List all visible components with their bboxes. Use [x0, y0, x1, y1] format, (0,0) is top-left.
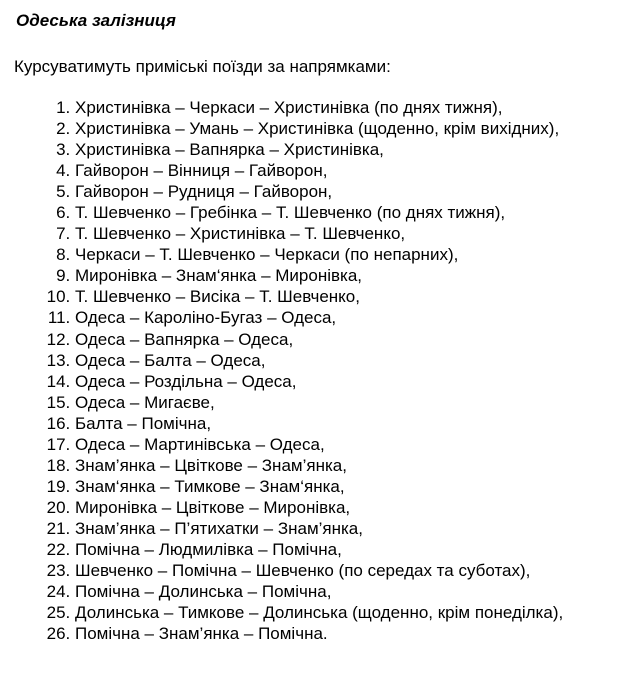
route-item: 6. Т. Шевченко – Гребінка – Т. Шевченко (по днях тижня),	[75, 202, 640, 223]
intro-paragraph: Курсуватимуть приміські поїзди за напрямками:	[14, 57, 391, 76]
route-item: 20. Миронівка – Цвіткове – Миронівка,	[75, 497, 640, 518]
route-item: 26. Помічна – Знам’янка – Помічна.	[75, 623, 640, 644]
route-item: 10. Т. Шевченко – Висіка – Т. Шевченко,	[75, 286, 640, 307]
route-item: 2. Христинівка – Умань – Христинівка (щоденно, крім вихідних),	[75, 118, 640, 139]
route-item: 4. Гайворон – Вінниця – Гайворон,	[75, 160, 640, 181]
route-item: 15. Одеса – Мигаєве,	[75, 392, 640, 413]
route-item: 13. Одеса – Балта – Одеса,	[75, 350, 640, 371]
route-item: 3. Христинівка – Вапнярка – Христинівка,	[75, 139, 640, 160]
route-item: 1. Христинівка – Черкаси – Христинівка (по днях тижня),	[75, 97, 640, 118]
document-page	[0, 10, 640, 673]
route-item: 11. Одеса – Кароліно-Бугаз – Одеса,	[75, 307, 640, 328]
route-item: 9. Миронівка – Знам‘янка – Миронівка,	[75, 265, 640, 286]
route-item: 7. Т. Шевченко – Христинівка – Т. Шевченко,	[75, 223, 640, 244]
route-item: 8. Черкаси – Т. Шевченко – Черкаси (по непарних),	[75, 244, 640, 265]
route-item: 25. Долинська – Тимкове – Долинська (щоденно, крім понеділка),	[75, 602, 640, 623]
routes-list	[0, 97, 640, 644]
route-item: 21. Знам’янка – П’ятихатки – Знам’янка,	[75, 518, 640, 539]
route-item: 14. Одеса – Роздільна – Одеса,	[75, 371, 640, 392]
route-item: 24. Помічна – Долинська – Помічна,	[75, 581, 640, 602]
route-item: 17. Одеса – Мартинівська – Одеса,	[75, 434, 640, 455]
route-item: 12. Одеса – Вапнярка – Одеса,	[75, 329, 640, 350]
route-item: 19. Знам‘янка – Тимкове – Знам‘янка,	[75, 476, 640, 497]
route-item: 5. Гайворон – Рудниця – Гайворон,	[75, 181, 640, 202]
route-item: 22. Помічна – Людмилівка – Помічна,	[75, 539, 640, 560]
route-item: 18. Знам’янка – Цвіткове – Знам’янка,	[75, 455, 640, 476]
page-title: Одеська залізниця	[16, 11, 176, 30]
route-item: 23. Шевченко – Помічна – Шевченко (по середах та суботах),	[75, 560, 640, 581]
route-item: 16. Балта – Помічна,	[75, 413, 640, 434]
